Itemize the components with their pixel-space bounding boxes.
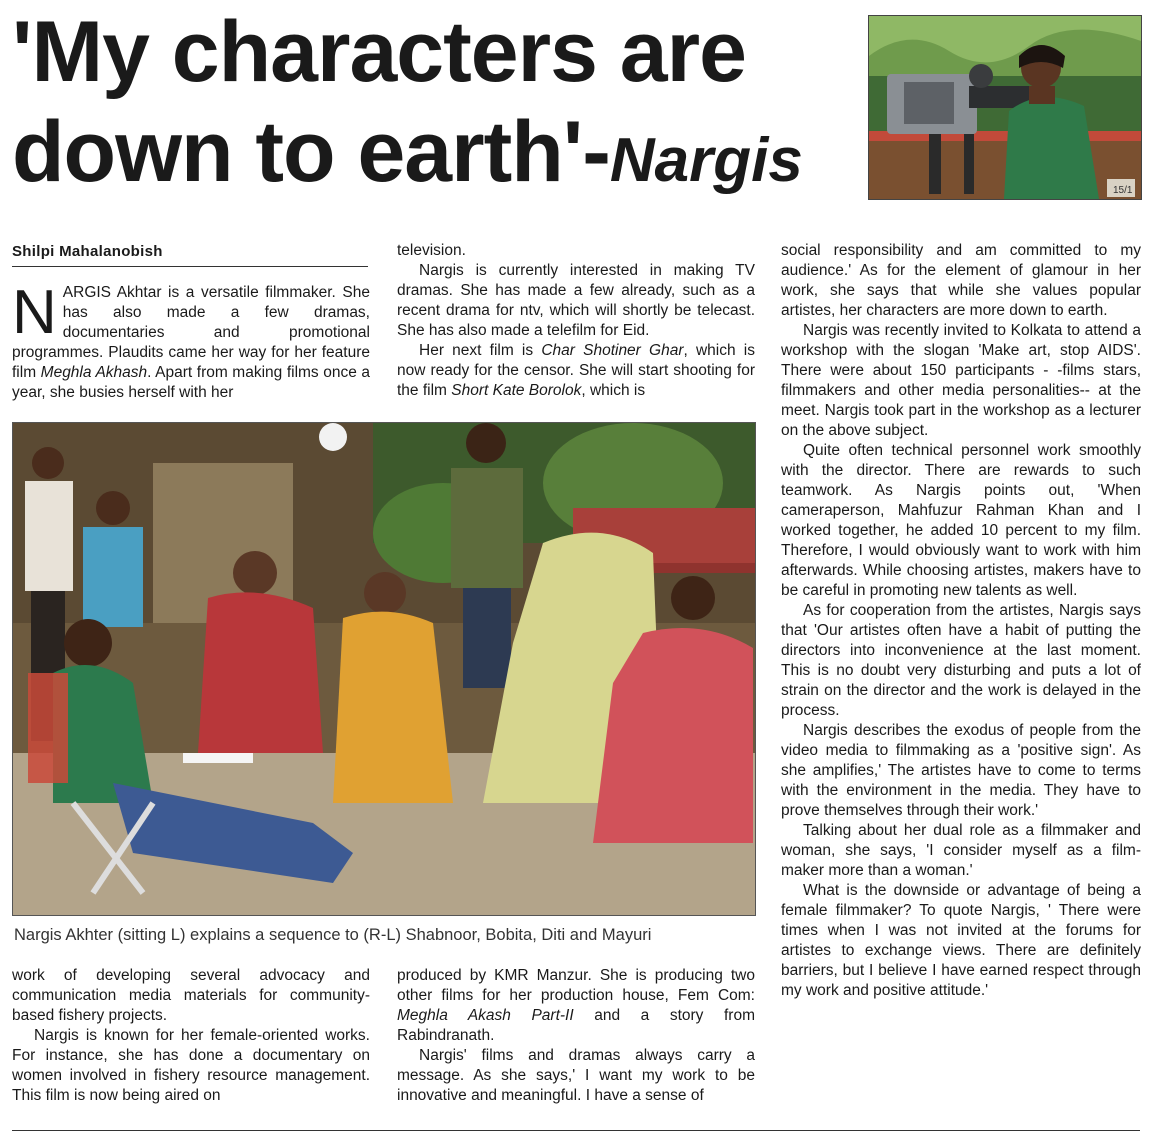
paragraph: As for cooperation from the artistes, Nargis says that 'Our artistes often have a habit of putting the directors into inconvenience at the last moment. This is no doubt very disturbing and puts a lot of strain on the director and the work is delayed in the process. [781, 602, 1141, 719]
text: Her next film is [419, 342, 542, 359]
bottom-rule [12, 1130, 1140, 1131]
column-1-top [12, 278, 370, 403]
main-photo [12, 422, 756, 916]
film-title: Char Shotiner Ghar [541, 342, 684, 359]
lead-text: ARGIS Akhtar is a versatile filmmaker. She has also made a few dramas, documentaries and promotional programmes. Plaudits came her way for her feature film [12, 284, 370, 381]
film-title: Meghla Akash Part-II [397, 1007, 574, 1024]
paragraph: Nargis' films and dramas always carry a message. As she says,' I want my work to be innovative and meaningful. I have a sense of [397, 1047, 755, 1104]
text: , which is [581, 382, 646, 399]
headline-main: 'My characters are down to earth'- [12, 4, 746, 200]
text: , which is now ready for the censor. She will start shooting for the film [397, 342, 755, 399]
headline [12, 2, 862, 211]
paragraph: Talking about her dual role as a filmmaker and woman, she says, 'I consider myself as a film- maker more than a woman.' [781, 822, 1141, 879]
column-2-top [397, 241, 755, 401]
lead-text-end: . Apart from making films once a year, she busies herself with her [12, 364, 370, 401]
paragraph: Nargis was recently invited to Kolkata to attend a workshop with the slogan 'Make art, stop AIDS'. There were about 150 participants - -films stars, filmmakers and other media personalities-- at the meet. Nargis took part in the workshop as a lecturer on the above subject. [781, 322, 1141, 439]
lead-paragraph [12, 278, 370, 403]
photo-caption: Nargis Akhter (sitting L) explains a sequence to (R-L) Shabnoor, Bobita, Diti and Mayuri [14, 926, 652, 944]
film-set-illustration [13, 423, 755, 915]
headline-name: Nargis [609, 126, 803, 195]
film-title: Meghla Akhash [40, 364, 148, 381]
paragraph: Nargis is currently interested in making TV dramas. She has made a few already, such as a recent drama for ntv, which will shortly be telecast. She has also made a telefilm for Eid. [397, 262, 755, 339]
paragraph: Nargis describes the exodus of people from the video media to filmmaking as a 'positive sign'. As she amplifies,' The artistes have to come to terms with the environment in the media. They have to prove themselves through their work.' [781, 722, 1141, 819]
paragraph: television. [397, 242, 466, 259]
paragraph [397, 966, 755, 1046]
paragraph: social responsibility and am committed to my audience.' As for the element of glamour in her work, she says that while she values popular artistes, her characters are more down to earth. [781, 242, 1141, 319]
column-3 [781, 241, 1141, 1001]
paragraph: What is the downside or advantage of being a female filmmaker? To quote Nargis, ' There were times when I was not invited at the forums for artistes to exchange views. There are definitely barriers, but I believe I have earned respect through my work and positive attitude.' [781, 882, 1141, 999]
drop-cap: N [12, 278, 57, 347]
paragraph: Nargis is known for her female-oriented works. For instance, she has done a documentary on women involved in fishery resource management. This film is now being aired on [12, 1027, 370, 1104]
camera-operator-photo [868, 15, 1142, 200]
paragraph [397, 341, 755, 401]
photo-badge: 15/1 [1113, 185, 1133, 196]
column-1-bottom [12, 966, 370, 1106]
film-title: Short Kate Borolok [451, 382, 582, 399]
text: and a story from Rabindranath. [397, 1007, 755, 1044]
column-2-bottom [397, 966, 755, 1106]
text: produced by KMR Manzur. She is producing two other films for her production house, Fem Com: [397, 967, 755, 1004]
paragraph: work of developing several advocacy and communication media materials for community-based fishery projects. [12, 967, 370, 1024]
camera-operator-illustration [869, 16, 1141, 199]
byline: Shilpi Mahalanobish [12, 243, 368, 267]
paragraph: Quite often technical personnel work smoothly with the director. There are rewards to such teamwork. As Nargis points out, 'When cameraperson, Mahfuzur Rahman Khan and I worked together, he added 10 percent to my film. Therefore, I would obviously want to work with him afterwards. While choosing artistes, makers have to be careful in promoting new talents as well. [781, 442, 1141, 599]
